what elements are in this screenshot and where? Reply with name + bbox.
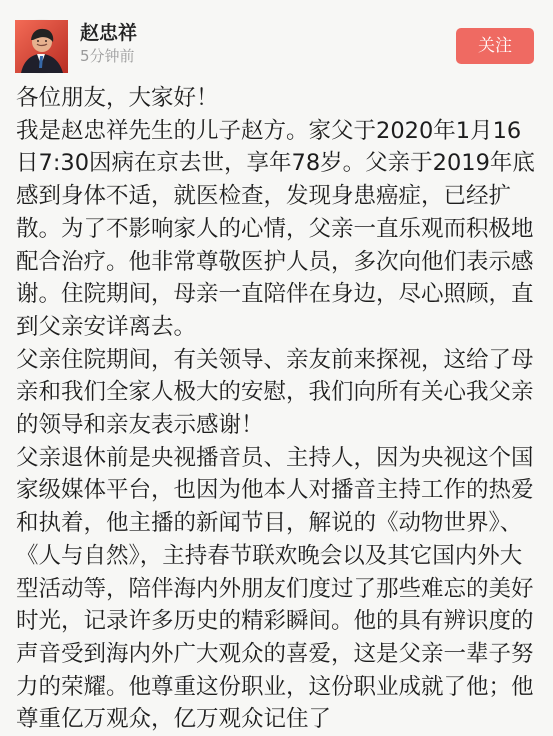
post-paragraph: 父亲退休前是央视播音员、主持人，因为央视这个国家级媒体平台，也因为他本人对播音主持工作的热爱和执着，他主播的新闻节目，解说的《动物世界》、《人与自然》，主持春节联欢晚会以及其它国内外大型活动等，陪伴海内外朋友们度过了那些难忘的美好时光，记录许多历史的精彩瞬间。他的具有辨识度的声音受到海内外广大观众的喜爱，这是父亲一辈子努力的荣耀。他尊重这份职业，这份职业成就了他；他尊重亿万观众，亿万观众记住了 — [16, 444, 534, 733]
author-name[interactable]: 赵忠祥 — [80, 22, 138, 44]
post-paragraph: 我是赵忠祥先生的儿子赵方。家父于2020年1月16日7:30因病在京去世，享年78岁。父亲于2019年底感到身体不适，就医检查，发现身患癌症，已经扩散。为了不影响家人的心情，父亲一直乐观而积极地配合治疗。他非常尊敬医护人员，多次向他们表示感谢。住院期间，母亲一直陪伴在身边，尽心照顾，直到父亲安详离去。 — [16, 117, 535, 340]
post-time: 5分钟前 — [80, 47, 135, 65]
post-paragraph: 各位朋友，大家好！ — [16, 85, 219, 111]
post-paragraph: 父亲住院期间，有关领导、亲友前来探视，这给了母亲和我们全家人极大的安慰，我们向所有关心我父亲的领导和亲友表示感谢！ — [16, 346, 534, 439]
follow-button[interactable]: 关注 — [456, 28, 534, 64]
post-body — [16, 82, 536, 736]
profile-photo-icon[interactable] — [15, 20, 68, 73]
avatar-image — [15, 20, 68, 73]
post-header — [0, 0, 553, 78]
